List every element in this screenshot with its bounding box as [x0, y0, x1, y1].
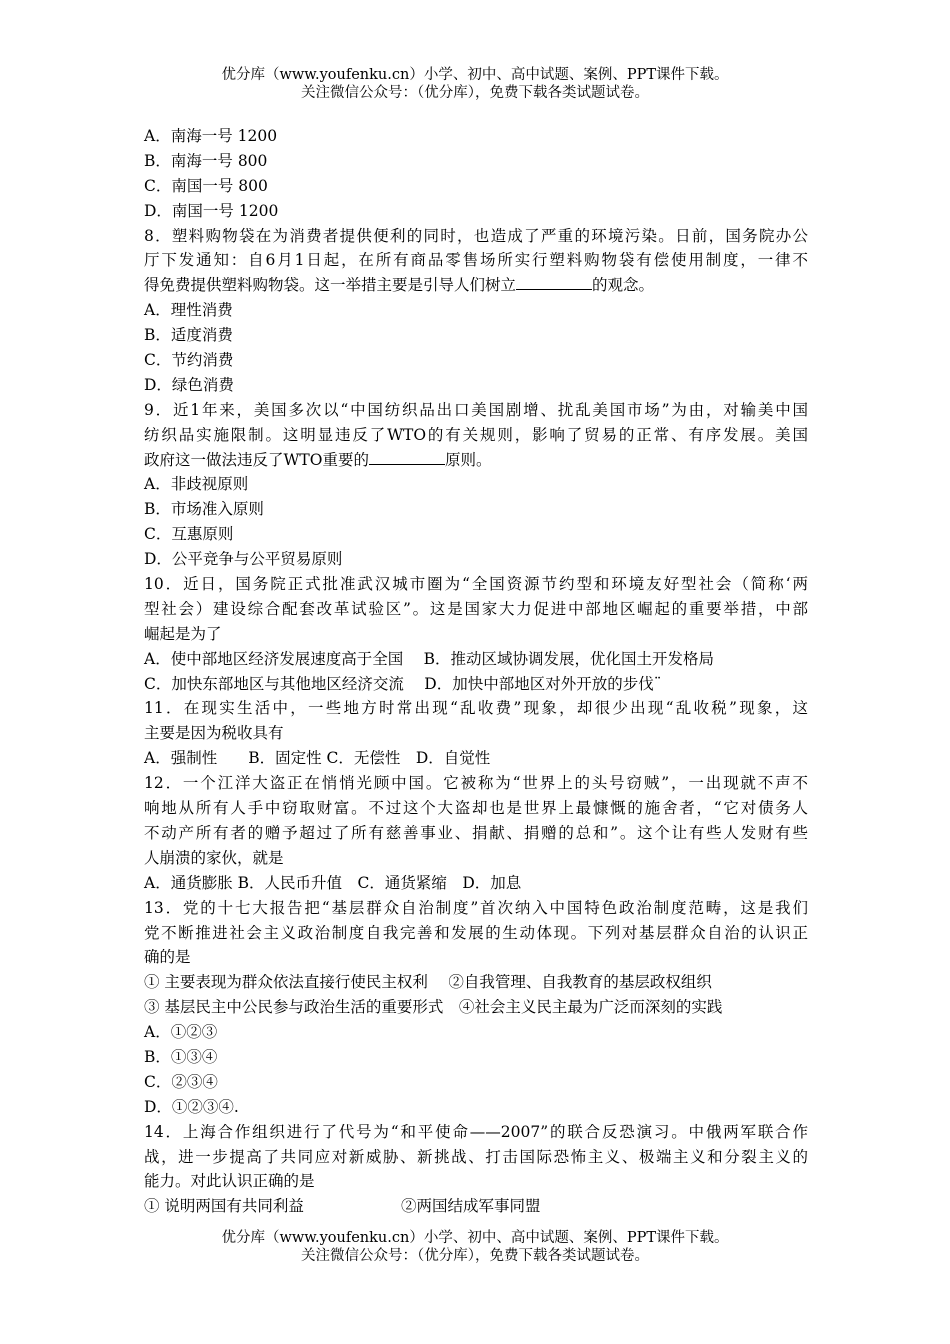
- q14-stem-line-3: 能力。对此认识正确的是: [144, 1172, 315, 1191]
- q8-stem-line-3: [144, 273, 808, 298]
- q7-option-b: B．南海一号 800: [144, 151, 268, 170]
- q10-options-cd: C．加快东部地区与其他地区经济交流 D．加快中部地区对外开放的步伐¨: [144, 674, 662, 693]
- q14-statement-1: ① 说明两国有共同利益: [144, 1197, 304, 1216]
- q10-stem-line-2: 型社会）建设综合配套改革试验区”。这是国家大力促进中部地区崛起的重要举措，中部: [144, 599, 808, 618]
- q11-stem-line-1: 11．在现实生活中，一些地方时常出现“乱收费”现象，却很少出现“乱收税”现象，这: [144, 699, 808, 718]
- q8-stem-line-2: 厅下发通知：自6月1日起，在所有商品零售场所实行塑料购物袋有偿使用制度，一律不: [144, 251, 808, 270]
- q10-options-ab: A．使中部地区经济发展速度高于全国 B．推动区域协调发展，优化国土开发格局: [144, 649, 715, 668]
- q12-options: A．通货膨胀 B．人民币升值 C．通货紧缩 D．加息: [144, 873, 522, 892]
- q13-statements-1-2: ① 主要表现为群众依法直接行使民主权利 ②自我管理、自我教育的基层政权组织: [144, 973, 712, 992]
- q9-option-a: A．非歧视原则: [144, 475, 249, 494]
- header-line-1: 优分库（www.youfenku.cn）小学、初中、高中试题、案例、PPT课件下载。: [221, 67, 729, 83]
- q13-stem-line-2: 党不断推进社会主义政治制度自我完善和发展的生动体现。下列对基层群众自治的认识正: [144, 923, 808, 942]
- q8-stem-line-1: 8．塑料购物袋在为消费者提供便利的同时，也造成了严重的环境污染。日前，国务院办公: [144, 226, 808, 245]
- q13-option-c: C．②③④: [144, 1072, 218, 1091]
- q13-option-d: D．①②③④.: [144, 1097, 239, 1116]
- q7-option-c: C．南国一号 800: [144, 176, 268, 195]
- q14-stem-line-2: 战，进一步提高了共同应对新威胁、新挑战、打击国际恐怖主义、极端主义和分裂主义的: [144, 1147, 808, 1166]
- q13-statements-3-4: ③ 基层民主中公民参与政治生活的重要形式 ④社会主义民主最为广泛而深刻的实践: [144, 998, 723, 1017]
- q9-stem-line-2: 纺织品实施限制。这明显违反了WTO的有关规则，影响了贸易的正常、有序发展。美国: [144, 425, 808, 444]
- q14-statement-2: ②两国结成军事同盟: [401, 1197, 541, 1216]
- q12-stem-line-2: 响地从所有人手中窃取财富。不过这个大盗却也是世界上最慷慨的施舍者，“它对债务人: [144, 799, 808, 818]
- q12-stem-line-1: 12．一个江洋大盗正在悄悄光顾中国。它被称为“世界上的头号窃贼”，一出现就不声不: [144, 774, 808, 793]
- q9-answer-blank: [369, 449, 445, 465]
- q13-option-b: B．①③④: [144, 1047, 218, 1066]
- q8-option-d: D．绿色消费: [144, 375, 234, 394]
- q11-options: A．强制性 B．固定性 C．无偿性 D．自觉性: [144, 749, 491, 768]
- exam-content: [144, 124, 808, 1219]
- q10-stem-line-1: 10．近日，国务院正式批准武汉城市圈为“全国资源节约型和环境友好型社会（简称‘两: [144, 575, 808, 594]
- q13-stem-line-3: 确的是: [144, 948, 191, 967]
- q13-stem-line-1: 13．党的十七大报告把“基层群众自治制度”首次纳入中国特色政治制度范畴，这是我们: [144, 898, 808, 917]
- q12-stem-line-4: 人崩溃的家伙，就是: [144, 848, 284, 867]
- q9-stem-line-1: 9．近1年来，美国多次以“中国纺织品出口美国剧增、扰乱美国市场”为由，对输美中国: [144, 400, 808, 419]
- q10-stem-line-3: 崛起是为了: [144, 624, 222, 643]
- q8-stem-pre: 得免费提供塑料购物袋。这一举措主要是引导人们树立: [144, 276, 517, 295]
- page-footer: [0, 1229, 950, 1265]
- footer-line-2: 关注微信公众号：（优分库），免费下载各类试题试卷。: [301, 1248, 649, 1264]
- q7-option-d: D．南国一号 1200: [144, 201, 279, 220]
- q11-stem-line-2: 主要是因为税收具有: [144, 724, 284, 743]
- header-line-2: 关注微信公众号：（优分库），免费下载各类试题试卷。: [301, 85, 649, 101]
- q9-stem-pre: 政府这一做法违反了WTO重要的: [144, 450, 369, 469]
- q9-option-d: D．公平竞争与公平贸易原则: [144, 550, 343, 569]
- q8-option-c: C．节约消费: [144, 351, 234, 370]
- q8-answer-blank: [516, 274, 592, 290]
- q7-option-a: A．南海一号 1200: [144, 127, 278, 145]
- q8-stem-post: 的观念。: [592, 276, 655, 295]
- page-header: [0, 66, 950, 102]
- q12-stem-line-3: 不动产所有者的赠予超过了所有慈善事业、捐献、捐赠的总和”。这个让有些人发财有些: [144, 823, 808, 842]
- q8-option-a: A．理性消费: [144, 301, 233, 320]
- q9-option-c: C．互惠原则: [144, 525, 234, 544]
- footer-line-1: 优分库（www.youfenku.cn）小学、初中、高中试题、案例、PPT课件下载。: [221, 1230, 729, 1246]
- q14-statements-1-2: [144, 1194, 808, 1219]
- q9-stem-line-3: [144, 448, 808, 473]
- q9-stem-post: 原则。: [444, 450, 492, 469]
- q9-option-b: B．市场准入原则: [144, 500, 264, 519]
- q13-option-a: A．①②③: [144, 1023, 218, 1042]
- q8-option-b: B．适度消费: [144, 326, 233, 345]
- q14-stem-line-1: 14．上海合作组织进行了代号为“和平使命——2007”的联合反恐演习。中俄两军联合作: [144, 1122, 808, 1141]
